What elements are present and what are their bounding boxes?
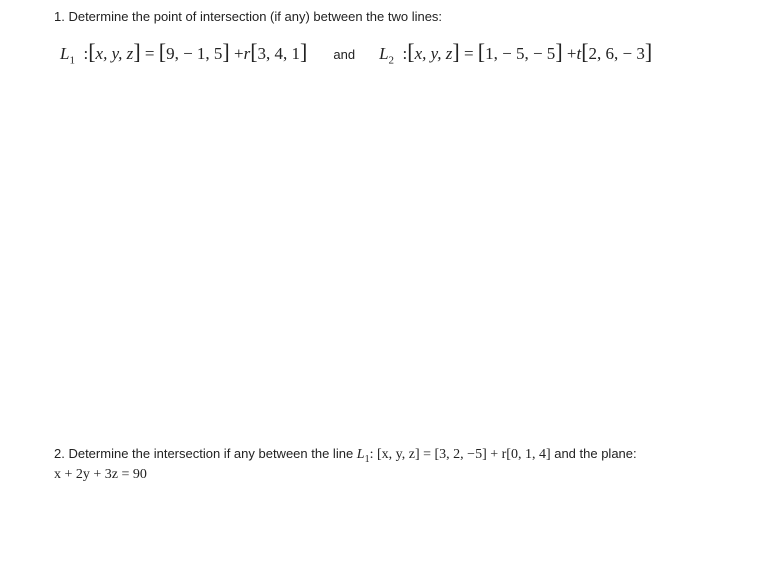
question-1-text: 1. Determine the point of intersection (if any) between the two lines: [54, 9, 443, 24]
line-1-equation: $L_1$ :[x, y, z] = [9, − 1, 5] +r[3, 4, 1] [60, 39, 308, 67]
question-2-line-equation: $L_1$: [x, y, z] = [3, 2, −5] + r[0, 1, 4] [356, 447, 551, 465]
question-2-text: 2. Determine the intersection if any between the line $L_1$: [x, y, z] = [3, 2, −5] + r[0, 1, 4] and the plane: [54, 446, 637, 465]
conjunction-and: and [333, 46, 356, 62]
plane-equation: x + 2y + 3z = 90 [54, 467, 147, 482]
line-2-equation: $L_2$ :[x, y, z] = [1, − 5, − 5] +t[2, 6, − 3] [379, 39, 653, 67]
question-1-equations [60, 40, 652, 68]
